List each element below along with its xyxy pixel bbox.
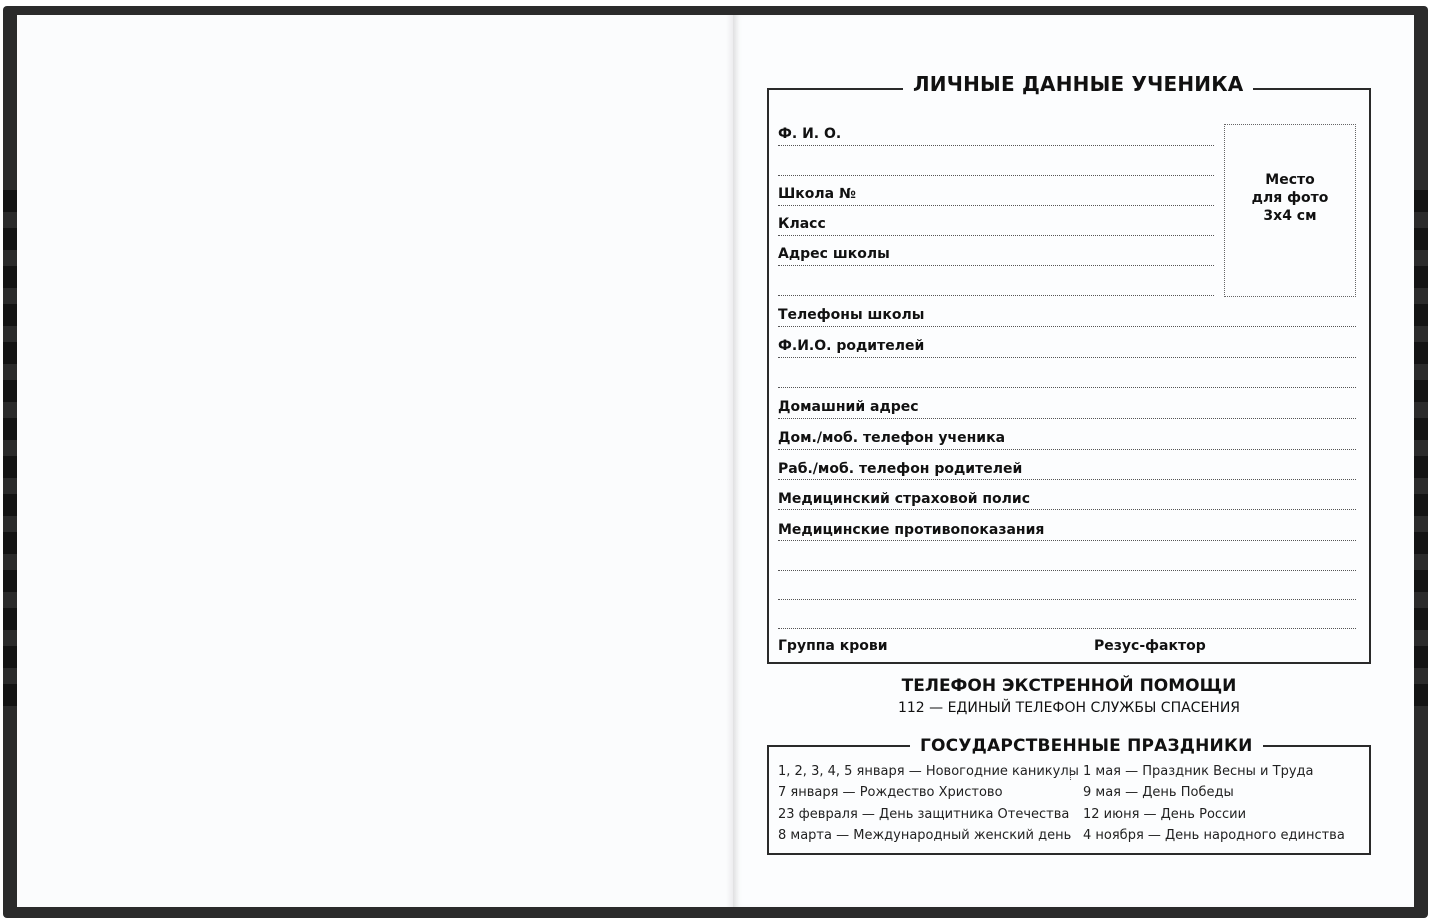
holidays-title: ГОСУДАРСТВЕННЫЕ ПРАЗДНИКИ — [910, 736, 1263, 756]
photo-placeholder — [1224, 124, 1356, 297]
holiday-left-2: 7 января — Рождество Христово — [778, 785, 1003, 800]
line-contraindications-2[interactable] — [778, 570, 1356, 571]
line-contraindications-3[interactable] — [778, 599, 1356, 600]
line-contraindications[interactable] — [778, 540, 1356, 541]
cover-print-right — [1414, 190, 1428, 710]
page-fold — [726, 15, 740, 907]
line-contraindications-4[interactable] — [778, 628, 1356, 629]
label-insurance: Медицинский страховой полис — [778, 491, 1031, 507]
line-class[interactable] — [778, 235, 1214, 236]
holiday-left-3: 23 февраля — День защитника Отечества — [778, 807, 1070, 822]
holiday-right-2: 9 мая — День Победы — [1083, 785, 1234, 800]
holidays-divider — [1070, 768, 1071, 780]
holiday-right-4: 4 ноября — День народного единства — [1083, 828, 1345, 843]
line-parents-fio-2[interactable] — [778, 387, 1356, 388]
holiday-left-1: 1, 2, 3, 4, 5 января — Новогодние каникулы — [778, 764, 1079, 779]
line-insurance[interactable] — [778, 509, 1356, 510]
label-home-address: Домашний адрес — [778, 399, 919, 415]
line-school-address-2[interactable] — [778, 295, 1214, 296]
photo-text-1: Место — [1265, 172, 1315, 188]
photo-text-2: для фото — [1251, 190, 1329, 206]
line-fio-2[interactable] — [778, 175, 1214, 176]
label-parents-fio: Ф.И.О. родителей — [778, 338, 925, 354]
label-rhesus: Резус-фактор — [1094, 638, 1206, 654]
label-blood-group: Группа крови — [778, 638, 888, 654]
label-school-no: Школа № — [778, 186, 856, 202]
cover-print-left — [3, 190, 17, 710]
line-student-phone[interactable] — [778, 449, 1356, 450]
form-title: ЛИЧНЫЕ ДАННЫЕ УЧЕНИКА — [903, 72, 1253, 96]
line-parents-fio[interactable] — [778, 357, 1356, 358]
holiday-right-3: 12 июня — День России — [1083, 807, 1247, 822]
emergency-subtitle: 112 — ЕДИНЫЙ ТЕЛЕФОН СЛУЖБЫ СПАСЕНИЯ — [897, 700, 1241, 716]
line-parents-phone[interactable] — [778, 479, 1356, 480]
line-fio[interactable] — [778, 145, 1214, 146]
label-fio: Ф. И. О. — [778, 126, 842, 142]
label-class: Класс — [778, 216, 826, 232]
line-school-address[interactable] — [778, 265, 1214, 266]
label-student-phone: Дом./моб. телефон ученика — [778, 430, 1006, 446]
holiday-left-4: 8 марта — Международный женский день — [778, 828, 1072, 843]
holiday-right-1: 1 мая — Праздник Весны и Труда — [1083, 764, 1314, 779]
line-school-phones[interactable] — [778, 326, 1356, 327]
line-home-address[interactable] — [778, 418, 1356, 419]
label-parents-phone: Раб./моб. телефон родителей — [778, 461, 1023, 477]
blank-left-page — [17, 15, 733, 907]
photo-text-3: 3х4 см — [1263, 208, 1317, 224]
line-school-no[interactable] — [778, 205, 1214, 206]
label-school-address: Адрес школы — [778, 246, 890, 262]
label-school-phones: Телефоны школы — [778, 307, 925, 323]
label-contraindications: Медицинские противопоказания — [778, 522, 1045, 538]
emergency-title: ТЕЛЕФОН ЭКСТРЕННОЙ ПОМОЩИ — [901, 676, 1237, 696]
